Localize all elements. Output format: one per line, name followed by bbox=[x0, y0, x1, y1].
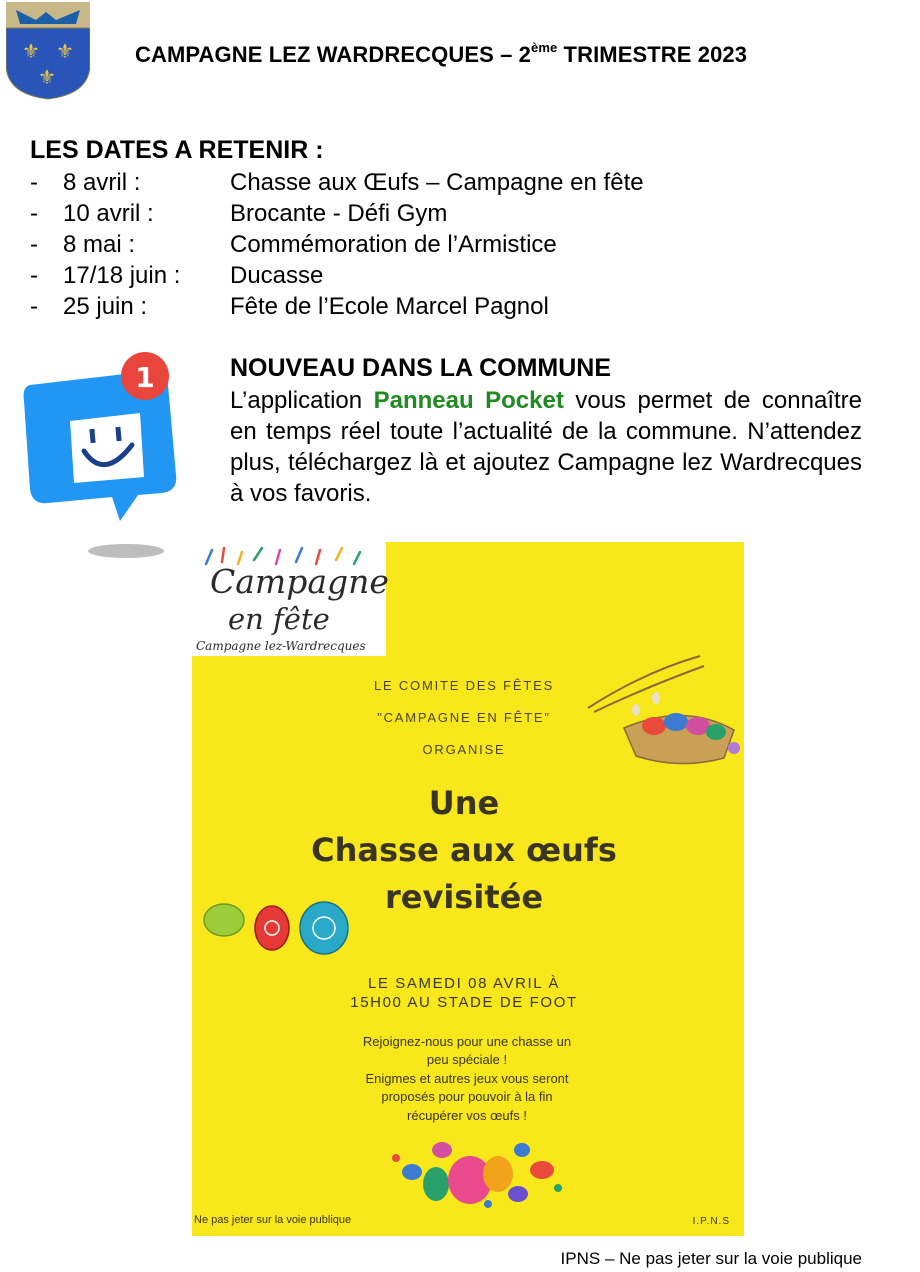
svg-text:⚜: ⚜ bbox=[38, 65, 56, 89]
page-title-suffix: TRIMESTRE 2023 bbox=[557, 42, 748, 67]
date-item-date: 25 juin : bbox=[63, 293, 148, 320]
date-item-event: Commémoration de l’Armistice bbox=[230, 231, 557, 258]
date-item bbox=[30, 291, 730, 322]
page-title-sup: ème bbox=[531, 40, 558, 55]
poster-description-line: peu spéciale ! bbox=[426, 1052, 508, 1067]
panneau-pocket-smiley-icon bbox=[20, 345, 190, 565]
poster-organizer-line1: LE COMITE DES FÊTES bbox=[373, 678, 555, 693]
poster-organizer-line3: ORGANISE bbox=[422, 742, 506, 757]
svg-text:⚜: ⚜ bbox=[22, 39, 40, 63]
poster-organizer-line2: "CAMPAGNE EN FÊTE" bbox=[377, 710, 551, 725]
date-item-event: Fête de l’Ecole Marcel Pagnol bbox=[230, 293, 549, 320]
date-item-dash: - bbox=[30, 231, 38, 258]
date-item-dash: - bbox=[30, 169, 38, 196]
date-item-date: 8 avril : bbox=[63, 169, 141, 196]
poster-headline-line2: Chasse aux œufs bbox=[311, 831, 617, 869]
notification-badge-count: 1 bbox=[135, 361, 155, 394]
date-item-dash: - bbox=[30, 293, 38, 320]
date-item-dash: - bbox=[30, 200, 38, 227]
date-item-date: 10 avril : bbox=[63, 200, 154, 227]
egg-pile-icon bbox=[372, 1130, 572, 1210]
dates-heading: LES DATES A RETENIR : bbox=[30, 136, 324, 164]
date-item bbox=[30, 198, 730, 229]
date-item-date: 8 mai : bbox=[63, 231, 136, 258]
date-item-date: 17/18 juin : bbox=[63, 262, 181, 289]
poster-description-line: récupérer vos œufs ! bbox=[407, 1108, 527, 1123]
dates-list bbox=[30, 167, 730, 322]
page-footer: IPNS – Ne pas jeter sur la voie publique bbox=[560, 1249, 862, 1268]
date-item bbox=[30, 260, 730, 291]
logo-subtitle: Campagne lez-Wardrecques bbox=[196, 639, 366, 653]
date-item-event: Ducasse bbox=[230, 262, 324, 289]
app-name: Panneau Pocket bbox=[373, 387, 564, 414]
logo-title-line2: en fête bbox=[228, 602, 330, 636]
date-item-dash: - bbox=[30, 262, 38, 289]
poster-footer-right: I.P.N.S bbox=[692, 1216, 730, 1227]
poster-description-line: proposés pour pouvoir à la fin bbox=[381, 1089, 553, 1104]
logo-title-line1: Campagne bbox=[210, 562, 389, 601]
svg-text:⚜: ⚜ bbox=[56, 39, 74, 63]
page-title bbox=[135, 42, 747, 68]
poster-footer-left: Ne pas jeter sur la voie publique bbox=[194, 1214, 352, 1226]
news-text-before: L’application bbox=[230, 387, 374, 414]
news-paragraph bbox=[230, 385, 862, 509]
campagne-en-fete-logo bbox=[192, 542, 389, 656]
poster-date-line2: 15H00 AU STADE DE FOOT bbox=[350, 994, 578, 1011]
date-item-event: Chasse aux Œufs – Campagne en fête bbox=[230, 169, 644, 196]
poster-headline-line1: Une bbox=[428, 784, 500, 822]
date-item bbox=[30, 167, 730, 198]
news-heading: NOUVEAU DANS LA COMMUNE bbox=[230, 354, 612, 382]
poster-headline-line3: revisitée bbox=[384, 878, 544, 916]
date-item bbox=[30, 229, 730, 260]
poster-date-line1: LE SAMEDI 08 AVRIL À bbox=[367, 975, 561, 992]
poster-description-line: Rejoignez-nous pour une chasse un bbox=[362, 1034, 572, 1049]
page-title-prefix: CAMPAGNE LEZ WARDRECQUES – 2 bbox=[135, 42, 531, 67]
easter-egg-hunt-poster bbox=[192, 542, 744, 1236]
decorated-eggs-icon bbox=[200, 900, 350, 956]
news-text-after: vous permet de connaître en temps réel toute l’actualité de la commune. N’attendez plus, téléchargez là et ajoutez Campagne lez Wardrecques à vos favoris. bbox=[230, 387, 862, 507]
poster-description-line: Enigmes et autres jeux vous seront bbox=[365, 1071, 569, 1086]
date-item-event: Brocante - Défi Gym bbox=[230, 200, 448, 227]
coat-of-arms-icon bbox=[6, 2, 90, 100]
